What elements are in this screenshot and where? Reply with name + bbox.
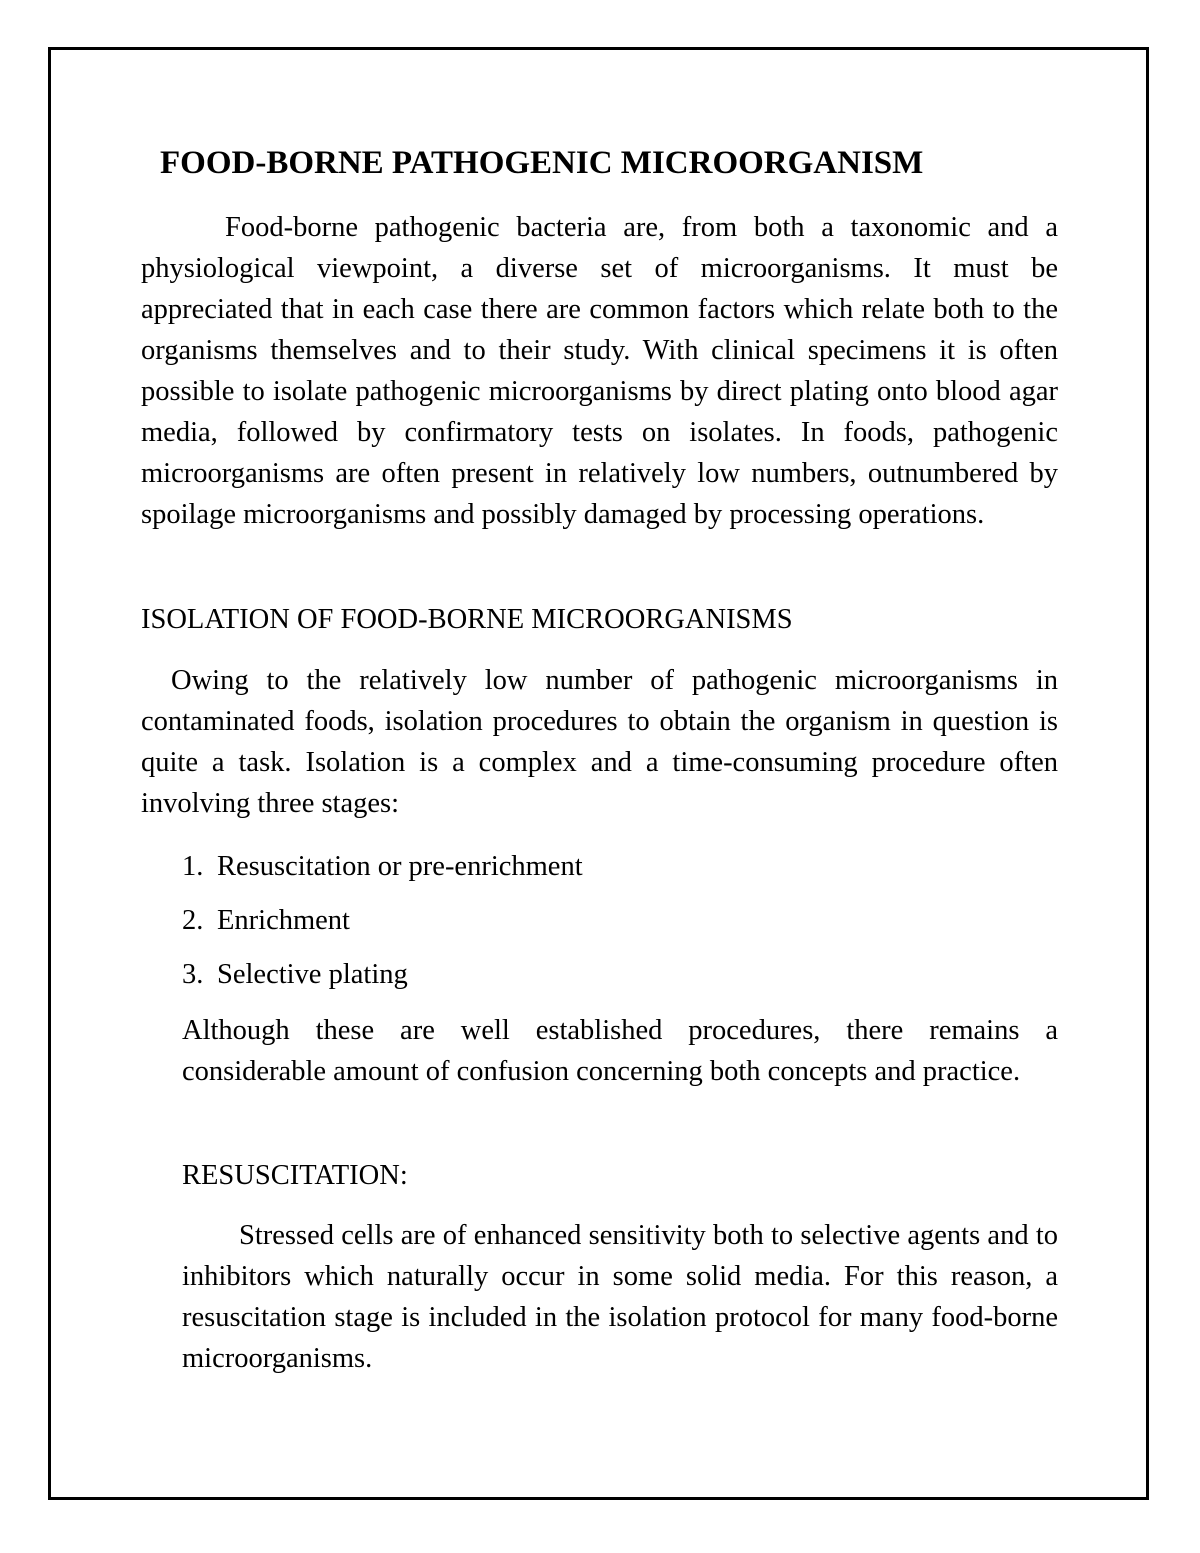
stage-label: Selective plating bbox=[217, 959, 408, 990]
stage-number: 2. bbox=[182, 905, 204, 936]
stage-label: Enrichment bbox=[217, 905, 350, 936]
resuscitation-paragraph: Stressed cells are of enhanced sensitivity both to selective agents and to inhibitors which naturally occur in some solid media. For this reason, a resuscitation stage is included in the isolation protocol for many food-borne microorganisms. bbox=[182, 1220, 1058, 1374]
stage-number: 3. bbox=[182, 959, 204, 990]
intro-paragraph: Food-borne pathogenic bacteria are, from both a taxonomic and a physiological viewpoint, a diverse set of microorganisms. It must be appreciated that in each case there are common factors which relate both to the organisms themselves and to their study. With clinical specimens it is often possible to isolate pathogenic microorganisms by direct plating onto blood agar media, followed by confirmatory tests on isolates. In foods, pathogenic microorganisms are often present in relatively low numbers, outnumbered by spoilage microorganisms and possibly damaged by processing operations. bbox=[141, 212, 1058, 530]
document-title: FOOD-BORNE PATHOGENIC MICROORGANISM bbox=[160, 145, 924, 181]
list-item bbox=[182, 954, 583, 1008]
isolation-paragraph: Owing to the relatively low number of pathogenic microorganisms in contaminated foods, isolation procedures to obtain the organism in question is quite a task. Isolation is a complex and a time-consuming procedure often involving three stages: bbox=[141, 665, 1058, 819]
list-item bbox=[182, 900, 583, 954]
closing-paragraph: Although these are well established procedures, there remains a considerable amount of confusion concerning both concepts and practice. bbox=[182, 1015, 1058, 1087]
resuscitation-heading: RESUSCITATION: bbox=[182, 1160, 408, 1191]
stage-number: 1. bbox=[182, 851, 204, 882]
stages-list bbox=[182, 846, 583, 1008]
stage-label: Resuscitation or pre-enrichment bbox=[217, 851, 583, 882]
isolation-heading: ISOLATION OF FOOD-BORNE MICROORGANISMS bbox=[141, 604, 793, 635]
list-item bbox=[182, 846, 583, 900]
